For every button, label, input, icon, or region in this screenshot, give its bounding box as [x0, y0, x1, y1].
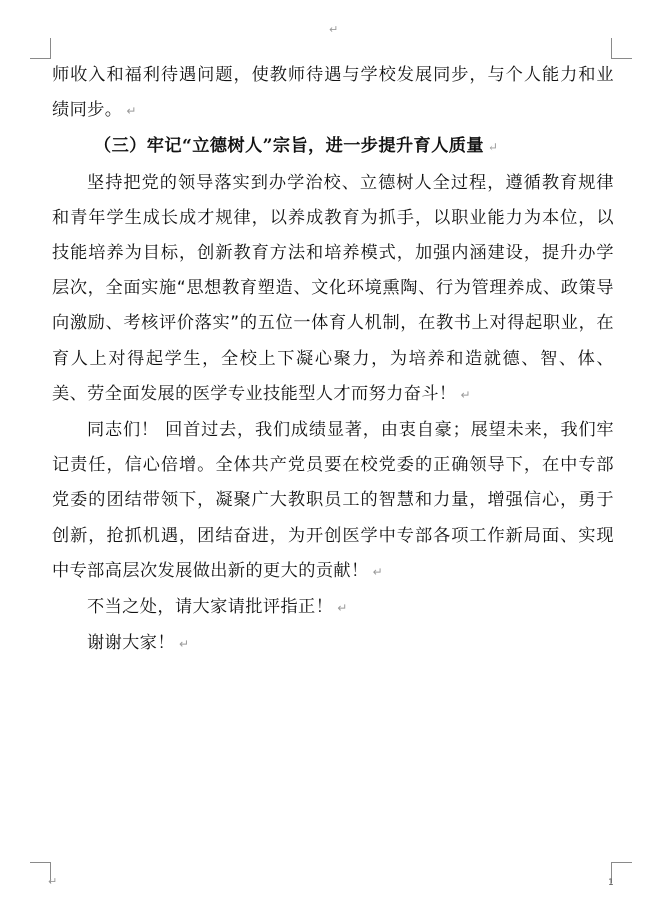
section-heading[interactable]: （三）牢记“立德树人”宗旨，进一步提升育人质量 ↵	[94, 136, 498, 157]
paragraph-mark-icon: ↵	[487, 140, 498, 155]
paragraph-mark-icon: ↵	[460, 387, 471, 402]
paragraph[interactable]: 坚持把党的领导落实到办学治校、立德树人全过程，遵循教育规律和青年学生成长成才规律，以养成教育为抓手，以职业能力为本位，以技能培养为目标，创新教育方法和培养模式，加强内涵建设，提升办学层次，全面实施“思想教育塑造、文化环境熏陶、行为管理养成、政策导向激励、考核评价落实”的五位一体育人机制，在教书上对得起职业，在育人上对得起学生，全校上下凝心聚力，为培养和造就德、智、体、美、劳全面发展的医学专业技能型人才而努力奋斗！ ↵	[52, 172, 614, 404]
crop-mark-bottom-right	[611, 862, 632, 883]
header-paragraph-mark-icon: ↵	[329, 23, 339, 36]
page-number: 1	[608, 878, 614, 888]
paragraph[interactable]: 同志们！ 回首过去，我们成绩显著，由衷自豪；展望未来，我们牢记责任，信心倍增。全体共产党员要在校党委的正确领导下，在中专部党委的团结带领下，凝聚广大教职员工的智慧和力量，增强信心，勇于创新，抢抓机遇，团结奋进，为开创医学中专部各项工作新局面、实现中专部高层次发展做出新的更大的贡献！ ↵	[52, 420, 614, 581]
paragraph[interactable]: 谢谢大家！ ↵	[87, 633, 190, 654]
paragraph[interactable]: 师收入和福利待遇问题，使教师待遇与学校发展同步，与个人能力和业绩同步。 ↵	[52, 65, 614, 121]
paragraph-mark-icon: ↵	[337, 601, 348, 616]
paragraph-mark-icon: ↵	[178, 637, 190, 652]
paragraph-mark-icon: ↵	[126, 104, 137, 119]
document-body[interactable]	[52, 58, 614, 662]
footer-paragraph-mark-icon: ↵	[48, 875, 58, 888]
paragraph-mark-icon: ↵	[372, 564, 383, 579]
crop-mark-top-right	[611, 38, 632, 59]
paragraph[interactable]: 不当之处，请大家请批评指正！ ↵	[87, 597, 348, 618]
crop-mark-top-left	[30, 38, 51, 59]
